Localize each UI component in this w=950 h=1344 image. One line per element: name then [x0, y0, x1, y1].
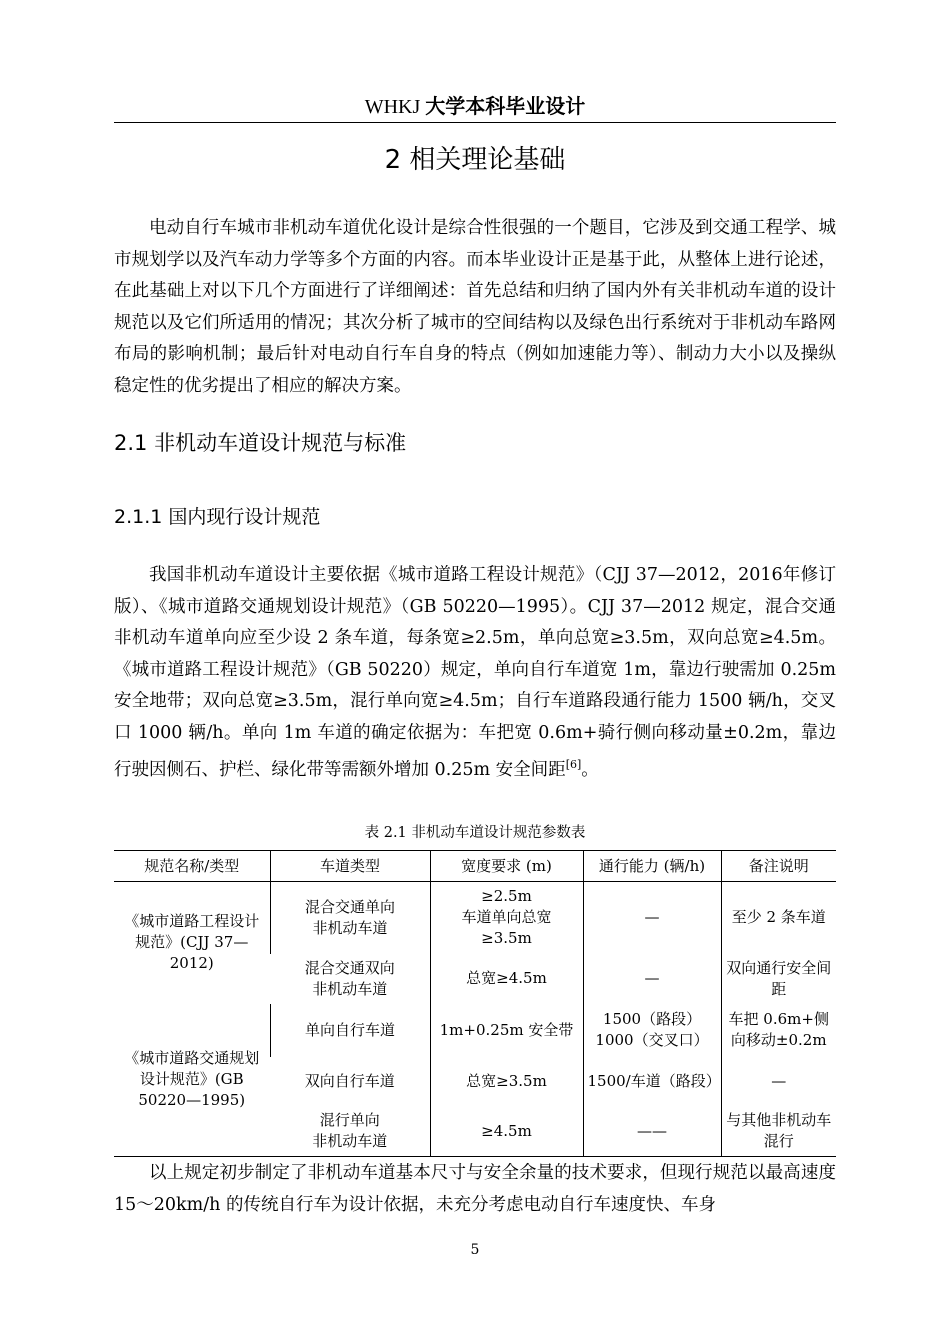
width-cell: ≥4.5m: [430, 1107, 583, 1157]
col-header-width: 宽度要求 (m): [430, 851, 583, 882]
capacity-cell: [583, 1004, 721, 1057]
width-cell: 1m+0.25m 安全带: [430, 1004, 583, 1057]
header-school: WHKJ: [364, 96, 426, 118]
cell-line: 混合交通单向: [304, 897, 395, 916]
col-header-note: 备注说明: [721, 851, 836, 882]
subsection-title: 2.1.1 国内现行设计规范: [114, 506, 321, 528]
section-title: 2.1 非机动车道设计规范与标准: [114, 431, 407, 455]
capacity-cell: —: [583, 954, 721, 1004]
width-cell: 总宽≥3.5m: [430, 1057, 583, 1107]
capacity-cell: ——: [583, 1107, 721, 1157]
cell-line: 非机动车道: [312, 918, 388, 937]
spec-paragraph-end: 。: [581, 759, 599, 780]
capacity-cell: —: [583, 882, 721, 954]
chapter-title: 2 相关理论基础: [384, 145, 566, 175]
spec-name-cell: 《城市道路交通规划设计规范》(GB 50220—1995): [124, 1049, 260, 1110]
cell-line: ≥2.5m: [481, 887, 532, 906]
spec-paragraph: [114, 560, 836, 786]
page-header: [114, 92, 836, 121]
col-header-capacity: 通行能力 (辆/h): [583, 851, 721, 882]
header-rule: [114, 122, 836, 123]
lane-cell: 单向自行车道: [270, 1004, 430, 1057]
cell-line: 混合交通双向: [304, 958, 395, 977]
capacity-cell: 1500/车道（路段）: [583, 1057, 721, 1107]
note-cell: 车把 0.6m+侧向移动±0.2m: [721, 1004, 836, 1057]
width-cell: [430, 882, 583, 954]
spec-name-cell: 《城市道路工程设计规范》(CJJ 37—2012): [124, 912, 260, 973]
lane-cell: [270, 954, 430, 1004]
cell-line: 1500（路段）: [602, 1010, 702, 1028]
cell-line: ≥3.5m: [481, 929, 532, 948]
col-header-lane: 车道类型: [270, 851, 430, 882]
spec-paragraph-text: 我国非机动车道设计主要依据《城市道路工程设计规范》（CJJ 37—2012，2016年修订版）、《城市道路交通规划设计规范》（GB 50220—1995）。CJJ 37—2012 规定，混合交通非机动车道单向应至少设 2 条车道，每条宽≥2.5m，单向总宽≥3.5m，双向总宽≥4.5m。《城市道路工程设计规范》（GB 50220）规定，单向自行车道宽 1m，靠边行驶需加 0.25m 安全地带；双向总宽≥3.5m，混行单向宽≥4.5m；自行车道路段通行能力 1500 辆/h，交叉口 1000 辆/h。单向 1m 车道的确定依据为：车把宽 0.6m+骑行侧向移动量±0.2m，靠边行驶因侧石、护栏、绿化带等需额外增加 0.25m 安全间距: [114, 565, 836, 780]
header-doc-type: 大学本科毕业设计: [425, 94, 586, 118]
cell-line: 混行单向: [319, 1111, 380, 1130]
cell-line: 车道单向总宽: [461, 908, 552, 927]
lane-cell: [270, 882, 430, 954]
spec-table: [114, 850, 836, 1157]
note-cell: 与其他非机动车混行: [721, 1107, 836, 1157]
table-row: [114, 882, 836, 954]
table-header-row: [114, 851, 836, 882]
cell-line: 非机动车道: [312, 979, 388, 998]
lane-cell: 双向自行车道: [304, 1072, 395, 1090]
cell-line: 1000（交叉口）: [595, 1031, 709, 1049]
lane-cell: [270, 1107, 430, 1157]
width-cell: 总宽≥4.5m: [430, 954, 583, 1004]
citation: [6]: [565, 758, 582, 771]
note-cell: 双向通行安全间距: [721, 954, 836, 1004]
page-number: 5: [470, 1242, 480, 1258]
closing-paragraph: 以上规定初步制定了非机动车道基本尺寸与安全余量的技术要求，但现行规范以最高速度 15～20km/h 的传统自行车为设计依据，未充分考虑电动自行车速度快、车身: [114, 1163, 836, 1215]
col-header-spec: 规范名称/类型: [144, 856, 240, 875]
cell-line: 非机动车道: [312, 1132, 388, 1151]
note-cell: 至少 2 条车道: [721, 882, 836, 954]
table-row: [114, 1004, 836, 1057]
intro-paragraph: 电动自行车城市非机动车道优化设计是综合性很强的一个题目，它涉及到交通工程学、城市规划学以及汽车动力学等多个方面的内容。而本毕业设计正是基于此，从整体上进行论述，在此基础上对以下几个方面进行了详细阐述：首先总结和归纳了国内外有关非机动车道的设计规范以及它们所适用的情况；其次分析了城市的空间结构以及绿色出行系统对于非机动车路网布局的影响机制；最后针对电动自行车自身的特点（例如加速能力等）、制动力大小以及操纵稳定性的优劣提出了相应的解决方案。: [114, 218, 836, 396]
note-cell: —: [721, 1057, 836, 1107]
table-caption: 表 2.1 非机动车道设计规范参数表: [364, 825, 586, 841]
